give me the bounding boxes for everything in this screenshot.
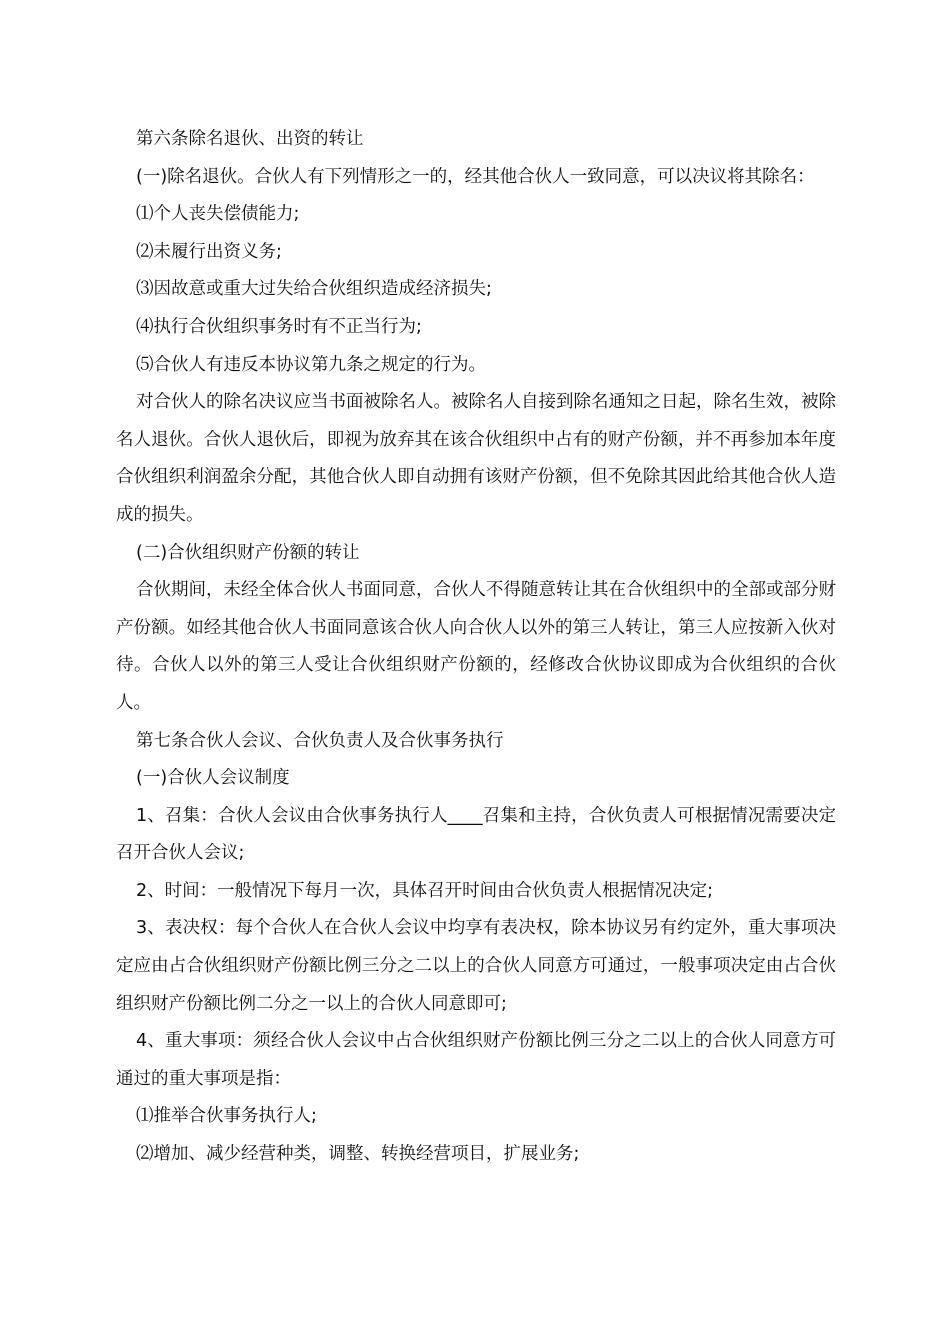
major-matters-paragraph: 4、重大事项：须经合伙人会议中占合伙组织财产份额比例三分之二以上的合伙人同意方可通过的重大事项是指： [116, 1031, 836, 1089]
expulsion-paragraph: (一)除名退伙。合伙人有下列情形之一的，经其他合伙人一致同意，可以决议将其除名： [136, 166, 815, 187]
meeting-convening-paragraph: 1、召集：合伙人会议由合伙事务执行人____召集和主持，合伙负责人可根据情况需要决定召开合伙人会议; [116, 805, 836, 864]
voting-rights-paragraph: 3、表决权：每个合伙人在合伙人会议中均享有表决权，除本协议另有约定外，重大事项决定应由占合伙组织财产份额比例三分之二以上的合伙人同意方可通过，一般事项决定由占合伙组织财产份额比例二分之一以上的合伙人同意即可; [116, 918, 836, 1014]
meeting-system-heading: (一)合伙人会议制度 [136, 768, 290, 789]
list-item: ⑶因故意或重大过失给合伙组织造成经济损失; [136, 279, 492, 300]
list-item: ⑴推举合伙事务执行人; [136, 1106, 317, 1127]
article-6-heading: 第六条除名退伙、出资的转让 [136, 129, 364, 149]
list-item: ⑵增加、减少经营种类，调整、转换经营项目，扩展业务; [136, 1144, 580, 1165]
list-item: ⑸合伙人有违反本协议第九条之规定的行为。 [136, 354, 486, 375]
article-7-heading: 第七条合伙人会议、合伙负责人及合伙事务执行 [136, 730, 504, 751]
share-transfer-heading: (二)合伙组织财产份额的转让 [136, 542, 360, 563]
document-page [116, 121, 836, 1174]
list-item: ⑴个人丧失偿债能力; [136, 204, 300, 225]
expulsion-resolution-paragraph: 对合伙人的除名决议应当书面被除名人。被除名人自接到除名通知之日起，除名生效，被除名人退伙。合伙人退伙后，即视为放弃其在该合伙组织中占有的财产份额，并不再参加本年度合伙组织利润盈余分配，其他合伙人即自动拥有该财产份额，但不免除其因此给其他合伙人造成的损失。 [116, 392, 836, 525]
meeting-time-paragraph: 2、时间：一般情况下每月一次，具体召开时间由合伙负责人根据情况决定; [136, 880, 714, 901]
share-transfer-paragraph: 合伙期间，未经全体合伙人书面同意，合伙人不得随意转让其在合伙组织中的全部或部分财产份额。如经其他合伙人书面同意该合伙人向合伙人以外的第三人转让，第三人应按新入伙对待。合伙人以外的第三人受让合伙组织财产份额的，经修改合伙协议即成为合伙组织的合伙人。 [116, 580, 836, 713]
list-item: ⑵未履行出资义务; [136, 241, 282, 262]
list-item: ⑷执行合伙组织事务时有不正当行为; [136, 316, 422, 337]
